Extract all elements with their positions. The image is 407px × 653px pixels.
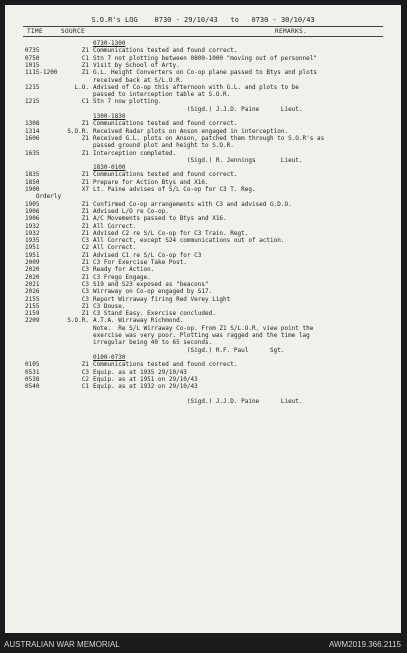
log-time: 2021: [25, 280, 40, 288]
log-line: [5, 120, 401, 127]
log-line: [5, 62, 401, 69]
log-time: 1850: [25, 178, 40, 186]
log-line: [5, 215, 401, 222]
document-title: S.O.R's LOG 0730 - 29/10/43 to 0730 - 30/10/43: [91, 16, 315, 24]
log-remark: (Sigd.) J.J.D. Paine Lieut.: [93, 397, 303, 405]
log-line: [5, 369, 401, 376]
log-remark: C3 For Exercise Take Post.: [93, 259, 187, 266]
log-time: 2009: [25, 259, 40, 266]
log-line: [5, 106, 401, 113]
log-line: [5, 201, 401, 208]
log-line: [5, 310, 401, 317]
log-line: [5, 230, 401, 237]
log-remark: C3 Douse.: [93, 302, 126, 310]
log-time: 1635: [25, 149, 40, 157]
column-header-remarks: REMARKS.: [275, 28, 308, 35]
log-source: C3: [81, 280, 89, 288]
log-remark: All Correct, except S24 communications out of action.: [93, 237, 285, 245]
log-source: S.O.R.: [67, 317, 89, 325]
log-remark: 1300-1830: [93, 113, 126, 120]
log-remark: irregular being 40 to 65 seconds.: [93, 339, 213, 347]
log-time: 2155: [25, 295, 40, 303]
log-source: C1: [81, 54, 89, 62]
log-time: 1932: [25, 229, 40, 237]
log-source: Z1: [81, 149, 89, 157]
log-time: 0735: [25, 47, 40, 55]
log-remark: Equip. as at 1935 29/10/43: [93, 368, 187, 376]
log-line: [5, 193, 401, 200]
log-line: [5, 296, 401, 303]
log-remark: Stn 7 now plotting.: [93, 98, 162, 106]
log-time: 1308: [25, 120, 40, 128]
log-remark: Communications tested and found correct.: [93, 120, 238, 128]
log-remark: Equip. as at 1951 on 29/10/43: [93, 375, 198, 383]
log-source: L.O.: [74, 83, 89, 91]
log-line: [5, 398, 401, 405]
log-remark: G.L. Height Converters on Co-op plane passed to Btys and plots: [93, 69, 317, 77]
log-time: 1935: [25, 237, 40, 245]
log-remark: 1830-0100: [93, 164, 126, 172]
log-line: [5, 303, 401, 310]
log-source: C2: [81, 375, 89, 383]
log-time: 1314: [25, 127, 40, 135]
log-line: [5, 84, 401, 91]
log-line: [5, 55, 401, 62]
log-remark: 0730-1300: [93, 40, 126, 47]
log-source: S.O.R.: [67, 127, 89, 135]
log-source: Z1: [81, 134, 89, 142]
log-time: 1951: [25, 251, 40, 259]
log-time: 1215: [25, 98, 40, 106]
log-line: [5, 47, 401, 54]
log-time: 0540: [25, 383, 40, 391]
log-line: [5, 186, 401, 193]
log-remark: Confirmed Co-op arrangements with C3 and advised G.D.O.: [93, 200, 292, 208]
log-source: Z1: [81, 222, 89, 230]
footer-bar: [0, 637, 407, 653]
log-remark: Advised C1 re S/L Co-op for C3: [93, 251, 202, 259]
log-remark: Stn 7 not plotting between 0800-1000 "moving out of personnel": [93, 54, 317, 62]
log-source: Z1: [81, 361, 89, 369]
log-line: [5, 347, 401, 354]
log-time: 2209: [25, 317, 40, 325]
log-time: 1900: [25, 186, 40, 193]
log-time: 1115-1200: [25, 69, 58, 77]
log-line: [5, 113, 401, 120]
log-remark: Report Wirraway firing Red Verey Light: [93, 295, 231, 303]
log-line: [5, 383, 401, 390]
log-time: 0105: [25, 361, 40, 369]
log-source: C2: [81, 244, 89, 252]
log-source: C3: [81, 288, 89, 296]
log-source: Z1: [81, 302, 89, 310]
log-time: 0538: [25, 375, 40, 383]
log-time: 1932: [25, 222, 40, 230]
log-remark: Advised L/O re Co-op.: [93, 207, 169, 215]
log-source: Z1: [81, 259, 89, 266]
log-line: [5, 77, 401, 84]
log-remark: Wirraway on Co-op engaged by S17.: [93, 288, 213, 296]
log-remark: Advised of Co-op this afternoon with G.L. and plots to be: [93, 83, 299, 91]
log-source: Z1: [81, 273, 89, 281]
log-line: [5, 281, 401, 288]
log-line: [5, 274, 401, 281]
log-remark: received back at S/L.O.R.: [93, 76, 184, 84]
column-header-time: TIME: [27, 28, 44, 35]
log-line: [5, 354, 401, 361]
log-remark: Equip. as at 1932 on 29/10/43: [93, 383, 198, 391]
log-time: 2020: [25, 273, 40, 281]
log-time: 2155: [25, 302, 40, 310]
log-time: 2026: [25, 288, 40, 296]
log-line: [5, 69, 401, 76]
log-source: X7: [81, 186, 89, 193]
log-line: [5, 171, 401, 178]
log-line: [5, 208, 401, 215]
log-remark: S19 and S23 exposed as "beacons": [93, 280, 209, 288]
log-remark: C3 Frego Engage.: [93, 273, 151, 281]
log-time: 0750: [25, 54, 40, 62]
log-source: Z1: [81, 310, 89, 318]
log-time: 1905: [25, 200, 40, 208]
log-time: 1835: [25, 171, 40, 179]
log-time: 0531: [25, 368, 40, 376]
log-remark: passed ground plot and height to S.O.R.: [93, 142, 234, 150]
log-line: [5, 91, 401, 98]
log-remark: Communications tested and found correct.: [93, 361, 238, 369]
column-header-source: SOURCE: [61, 28, 86, 35]
log-source: Z1: [81, 200, 89, 208]
log-remark: (Sigd.) R.F. Paul Sgt.: [93, 346, 285, 354]
log-source: Z1: [81, 69, 89, 77]
log-remark: Communications tested and found correct.: [93, 171, 238, 179]
log-source: Z1: [81, 207, 89, 215]
log-remark: passed to interception table at S.O.R.: [93, 91, 231, 99]
log-source: Z1: [81, 251, 89, 259]
log-remark: A/C Movements passed to Btys and X16.: [93, 215, 227, 223]
log-source: Z1: [81, 229, 89, 237]
log-remark: Ready for Action.: [93, 266, 155, 274]
header-rule-top: [23, 26, 383, 27]
log-source: Z1: [81, 61, 89, 69]
header-rule-bottom: [23, 36, 383, 37]
log-remark: Interception completed.: [93, 149, 177, 157]
log-time: 2020: [25, 266, 40, 274]
log-line: [5, 150, 401, 157]
log-source: Z1: [81, 171, 89, 179]
log-line: [5, 128, 401, 135]
log-remark: (Sigd.) R. Jennings Lieut.: [93, 156, 303, 164]
log-source: Z1: [81, 178, 89, 186]
log-remark: 0100-0730: [93, 353, 126, 361]
log-remark: exercise was very poor. Plotting was ragged and the time lag: [93, 332, 310, 339]
log-time: 1951: [25, 244, 40, 252]
log-remark: Visit by School of Arty.: [93, 61, 180, 69]
log-line: [5, 135, 401, 142]
log-line: [5, 317, 401, 324]
log-line: [5, 339, 401, 346]
log-line: [5, 376, 401, 383]
log-remark: A.T.A. Wirraway Richmond.: [93, 317, 184, 325]
log-line: [5, 390, 401, 397]
log-source: C1: [81, 383, 89, 391]
log-line: [5, 288, 401, 295]
log-source: C3: [81, 237, 89, 245]
log-time: 1906: [25, 207, 40, 215]
log-remark: Received Radar plots on Anson engaged in interception.: [93, 127, 289, 135]
log-line: [5, 266, 401, 273]
log-time: 1215: [25, 83, 40, 91]
log-remark: All Correct.: [93, 244, 137, 252]
log-remark: Lt. Paine advises of S/L Co-op for C3 T. Reg.: [93, 186, 256, 193]
log-time: Orderly: [25, 193, 62, 201]
log-source: Z1: [81, 47, 89, 55]
log-line: [5, 325, 401, 332]
document-page: [5, 5, 401, 633]
log-line: [5, 179, 401, 186]
log-remark: All Correct.: [93, 222, 137, 230]
log-line: [5, 98, 401, 105]
log-remark: Advised C2 re S/L Co-op for C3 Train. Regt.: [93, 229, 249, 237]
log-line: [5, 223, 401, 230]
log-line: [5, 259, 401, 266]
footer-institution: AUSTRALIAN WAR MEMORIAL: [4, 640, 120, 649]
log-source: C1: [81, 98, 89, 106]
log-line: [5, 332, 401, 339]
log-time: 2159: [25, 310, 40, 318]
log-source: C3: [81, 295, 89, 303]
log-line: [5, 142, 401, 149]
log-remark: C3 Stand Easy. Exercise concluded.: [93, 310, 216, 318]
log-remark: Note. Re S/L Wirraway Co-op. From Z1 S/L.O.R. view point the: [93, 324, 314, 332]
log-line: [5, 157, 401, 164]
log-remark: Communications tested and found correct.: [93, 47, 238, 55]
log-line: [5, 40, 401, 47]
log-source: C3: [81, 368, 89, 376]
log-time: 1606: [25, 134, 40, 142]
log-source: Z1: [81, 120, 89, 128]
log-remark: (Sigd.) J.J.D. Paine Lieut.: [93, 105, 303, 113]
log-remark: Received G.L. plots on Anson, patched them through to S.O.R's as: [93, 134, 325, 142]
log-line: [5, 164, 401, 171]
log-line: [5, 237, 401, 244]
log-line: [5, 244, 401, 251]
log-source: C3: [81, 266, 89, 274]
log-remark: Prepare for Action Btys and X16.: [93, 178, 209, 186]
log-line: [5, 252, 401, 259]
footer-accession-number: AWM2019.366.2115: [328, 640, 401, 649]
log-time: 1906: [25, 215, 40, 223]
log-time: 1015: [25, 61, 40, 69]
log-source: Z1: [81, 215, 89, 223]
log-line: [5, 361, 401, 368]
